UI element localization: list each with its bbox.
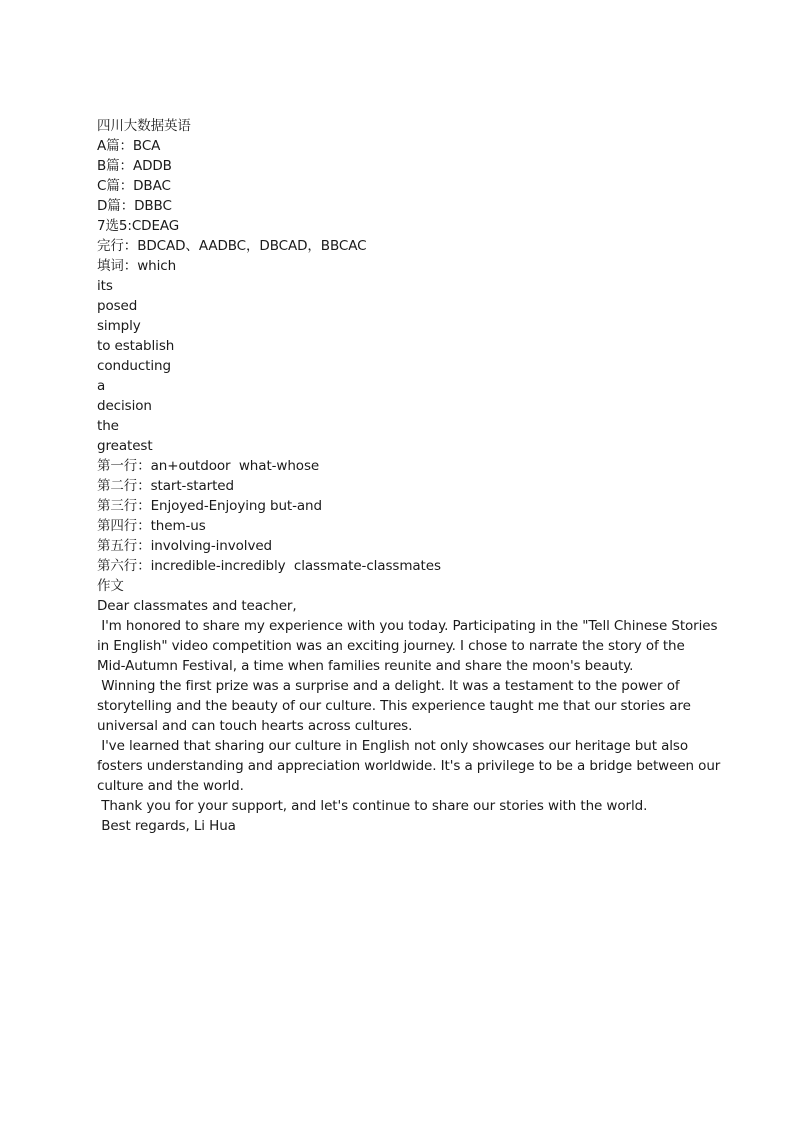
essay-signoff: Best regards, Li Hua bbox=[97, 818, 236, 834]
answer-line: 第三行：Enjoyed-Enjoying but-and bbox=[97, 498, 322, 514]
essay-body bbox=[97, 596, 721, 836]
answer-line: 第一行：an+outdoor what-whose bbox=[97, 458, 320, 474]
essay-heading: 作文 bbox=[97, 578, 124, 594]
essay-line: universal and can touch hearts across cultures. bbox=[97, 718, 413, 734]
essay-line: I've learned that sharing our culture in English not only showcases our heritage but also bbox=[97, 738, 689, 754]
answer-line: greatest bbox=[97, 438, 153, 454]
answer-line: 第二行：start-started bbox=[97, 478, 234, 494]
answer-line: 7选5:CDEAG bbox=[97, 218, 180, 234]
answer-line: 完行：BDCAD、AADBC，DBCAD，BBCAC bbox=[97, 238, 367, 254]
answer-line: the bbox=[97, 418, 119, 434]
essay-line: fosters understanding and appreciation worldwide. It's a privilege to be a bridge between our bbox=[97, 758, 721, 774]
document-title: 四川大数据英语 bbox=[97, 118, 191, 134]
answer-line: D篇：DBBC bbox=[97, 198, 172, 214]
answer-line: 第四行：them-us bbox=[97, 518, 206, 534]
answer-line: its bbox=[97, 278, 113, 294]
answer-line: posed bbox=[97, 298, 138, 314]
essay-line: storytelling and the beauty of our culture. This experience taught me that our stories are bbox=[97, 698, 691, 714]
answer-line: 第六行：incredible-incredibly classmate-classmates bbox=[97, 558, 441, 574]
answer-line: 填词：which bbox=[97, 258, 177, 274]
essay-line: Winning the first prize was a surprise and a delight. It was a testament to the power of bbox=[97, 678, 680, 694]
essay-line: Thank you for your support, and let's continue to share our stories with the world. bbox=[97, 798, 648, 814]
answer-line: to establish bbox=[97, 338, 175, 354]
answer-key bbox=[97, 116, 697, 596]
essay-line: culture and the world. bbox=[97, 778, 244, 794]
essay-line: Mid-Autumn Festival, a time when families reunite and share the moon's beauty. bbox=[97, 658, 634, 674]
answer-line: conducting bbox=[97, 358, 171, 374]
answer-line: decision bbox=[97, 398, 152, 414]
answer-line: A篇：BCA bbox=[97, 138, 161, 154]
answer-line: B篇：ADDB bbox=[97, 158, 172, 174]
answer-line: simply bbox=[97, 318, 141, 334]
essay-line: in English" video competition was an exciting journey. I chose to narrate the story of the bbox=[97, 638, 685, 654]
answer-line: a bbox=[97, 378, 106, 394]
essay-line: I'm honored to share my experience with you today. Participating in the "Tell Chinese Stories bbox=[97, 618, 718, 634]
essay-line: Dear classmates and teacher, bbox=[97, 598, 297, 614]
answer-line: 第五行：involving-involved bbox=[97, 538, 273, 554]
answer-line: C篇：DBAC bbox=[97, 178, 171, 194]
